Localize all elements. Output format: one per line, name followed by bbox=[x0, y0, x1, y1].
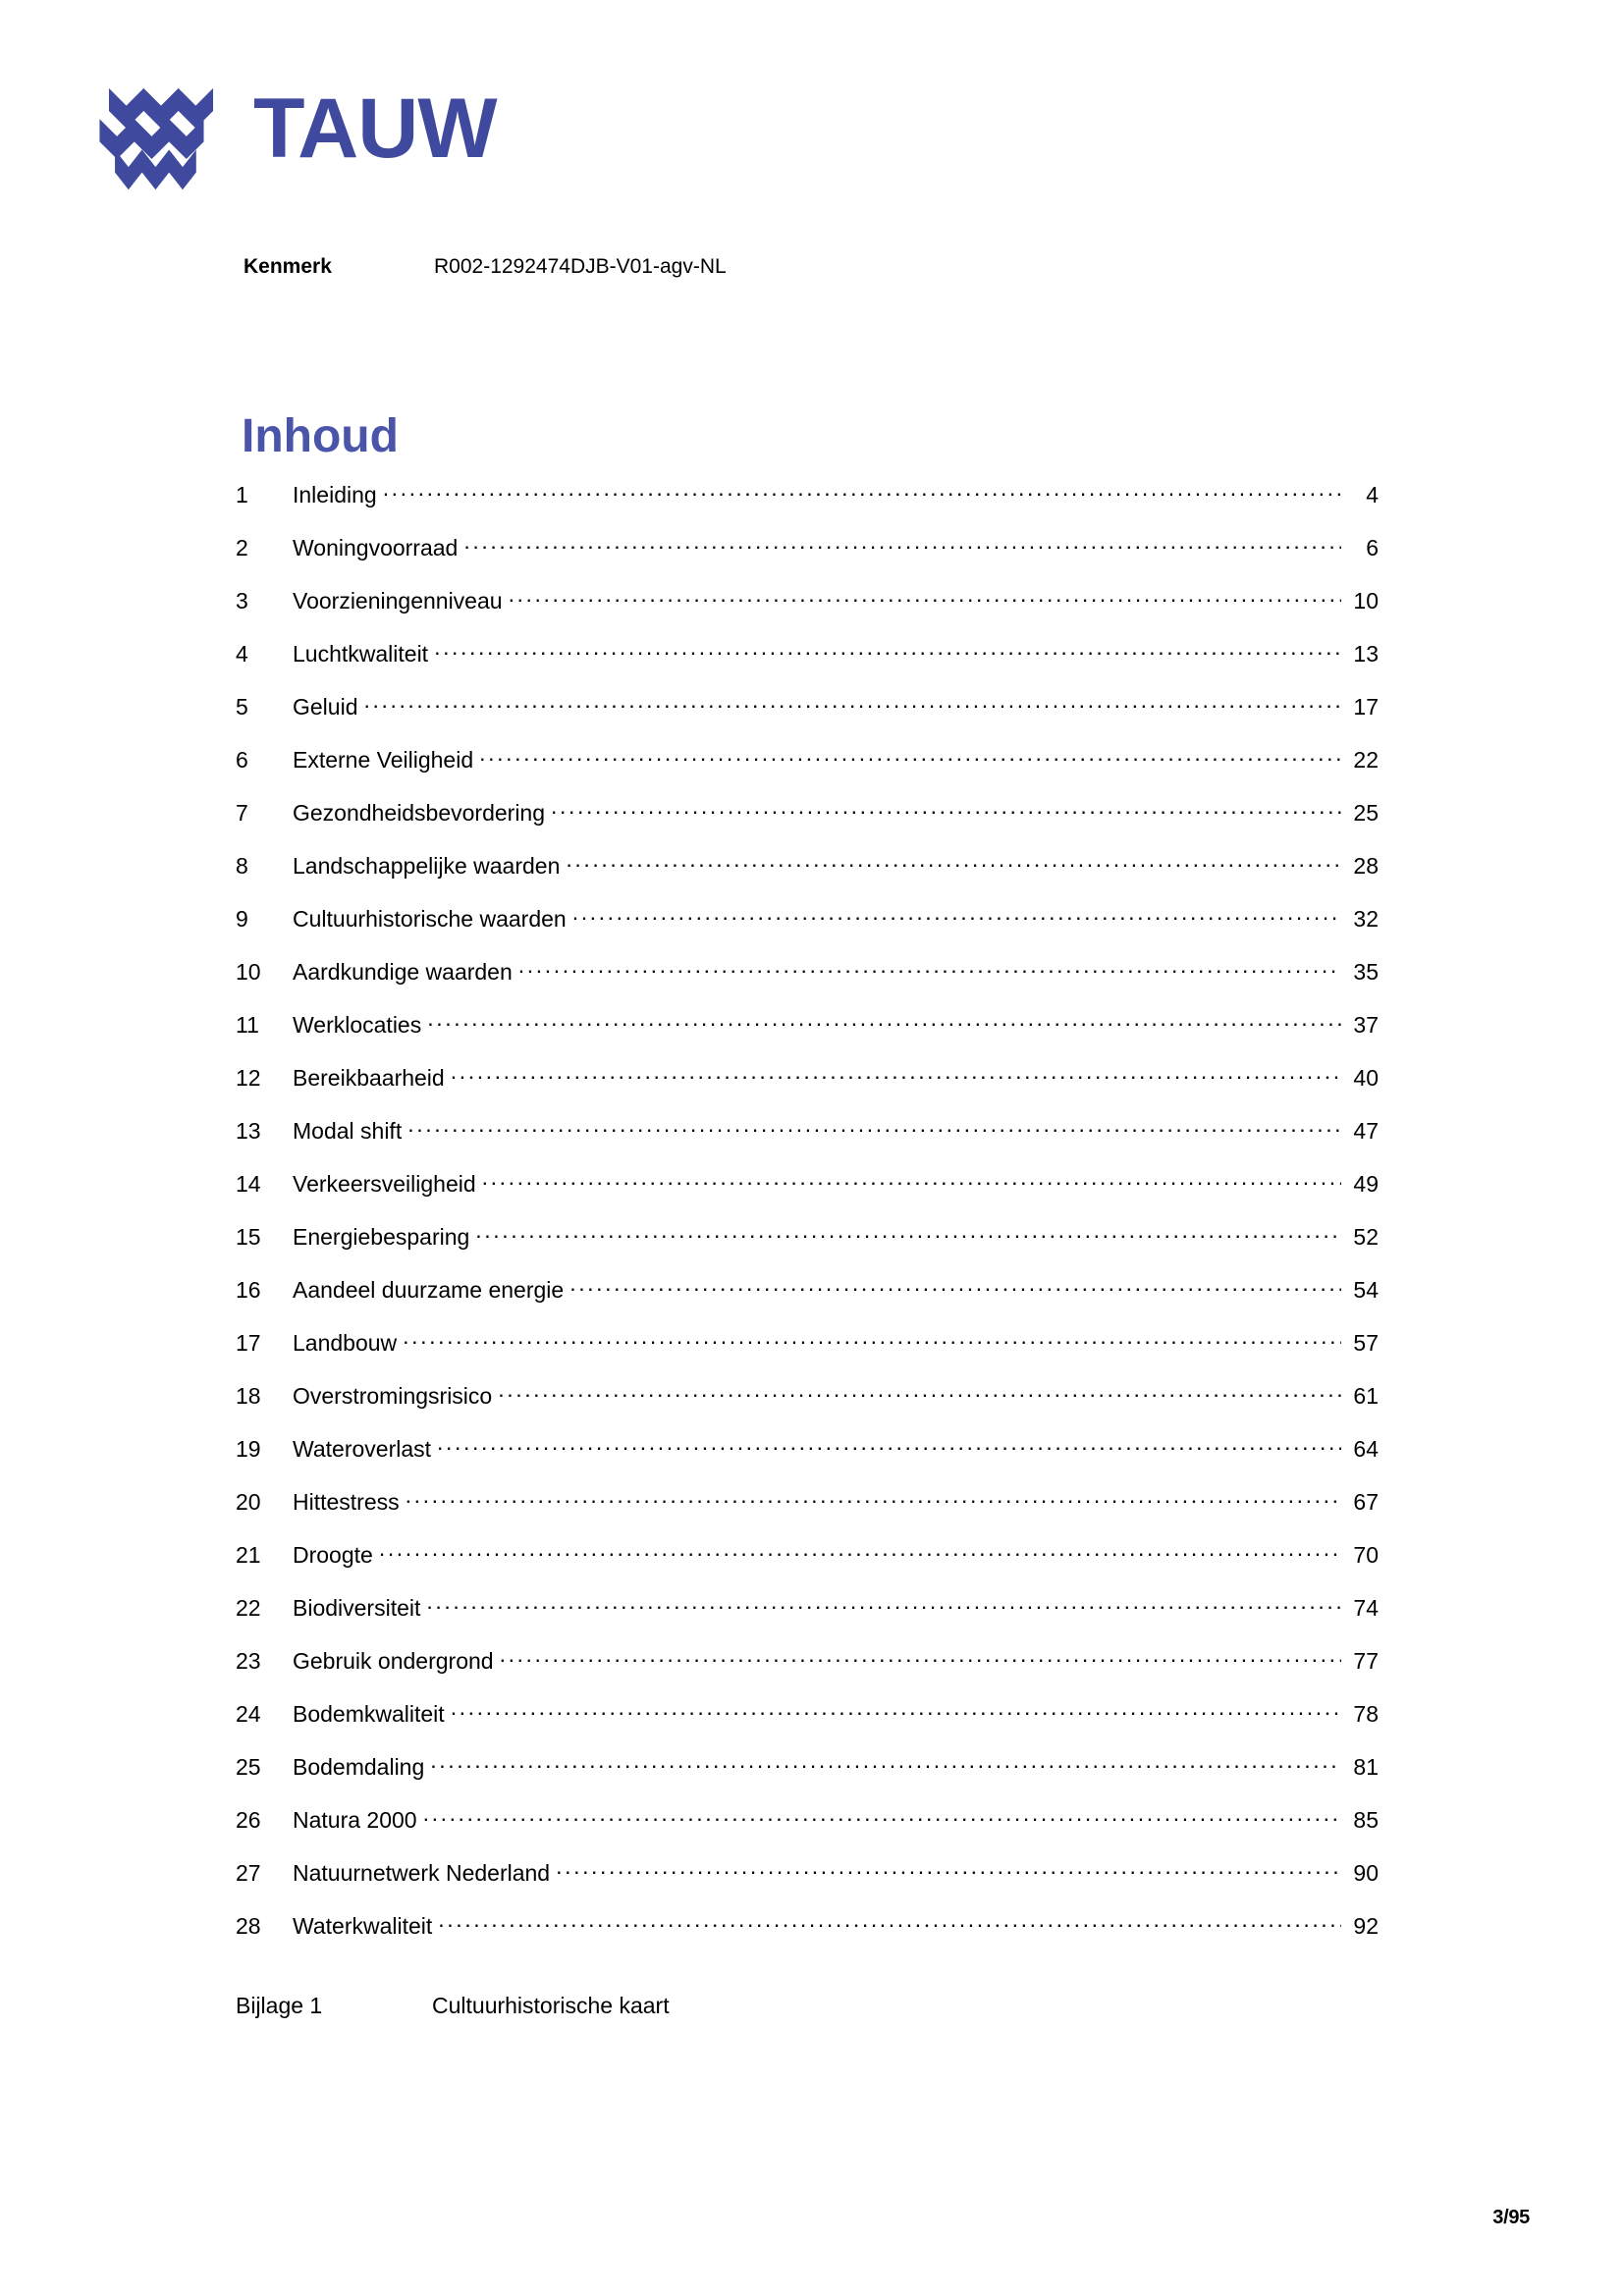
toc-entry[interactable] bbox=[236, 1010, 1379, 1063]
toc-leader-dots bbox=[383, 480, 1341, 503]
toc-entry-label: Verkeersveiligheid bbox=[293, 1171, 476, 1197]
toc-leader-dots bbox=[451, 1699, 1341, 1722]
appendix-title: Cultuurhistorische kaart bbox=[432, 1993, 670, 2018]
toc-leader-dots bbox=[379, 1540, 1341, 1563]
toc-leader-dots bbox=[498, 1381, 1341, 1404]
toc-leader-dots bbox=[434, 639, 1341, 662]
toc-entry-number: 2 bbox=[236, 535, 248, 561]
toc-entry[interactable] bbox=[236, 798, 1379, 851]
toc-entry[interactable] bbox=[236, 639, 1379, 692]
toc-entry[interactable] bbox=[236, 851, 1379, 904]
table-of-contents bbox=[236, 480, 1379, 1964]
toc-entry-number: 1 bbox=[236, 482, 248, 507]
toc-entry-number: 27 bbox=[236, 1860, 261, 1886]
kenmerk-value: R002-1292474DJB-V01-agv-NL bbox=[434, 255, 727, 278]
toc-entry-label: Gezondheidsbevordering bbox=[293, 800, 546, 826]
toc-entry[interactable] bbox=[236, 1699, 1379, 1752]
toc-entry-label: Natura 2000 bbox=[293, 1807, 417, 1833]
toc-entry-number: 5 bbox=[236, 694, 248, 720]
toc-leader-dots bbox=[403, 1328, 1341, 1351]
toc-entry[interactable] bbox=[236, 1646, 1379, 1699]
toc-entry-number: 25 bbox=[236, 1754, 261, 1780]
toc-entry-number: 12 bbox=[236, 1065, 261, 1091]
toc-entry-page: 78 bbox=[1353, 1701, 1379, 1727]
toc-entry-label: Bodemdaling bbox=[293, 1754, 425, 1780]
toc-leader-dots bbox=[475, 1222, 1341, 1245]
toc-entry-page: 81 bbox=[1353, 1754, 1379, 1780]
toc-leader-dots bbox=[437, 1434, 1341, 1457]
toc-leader-dots bbox=[426, 1593, 1341, 1616]
toc-entry-page: 13 bbox=[1353, 641, 1379, 667]
toc-entry-number: 9 bbox=[236, 906, 248, 932]
toc-entry-label: Externe Veiligheid bbox=[293, 747, 474, 773]
toc-entry[interactable] bbox=[236, 957, 1379, 1010]
toc-entry-label: Energiebesparing bbox=[293, 1224, 470, 1250]
toc-entry-page: 6 bbox=[1366, 535, 1379, 561]
toc-leader-dots bbox=[509, 586, 1341, 609]
brand-logo bbox=[94, 59, 497, 192]
toc-entry-page: 47 bbox=[1353, 1118, 1379, 1144]
toc-entry-page: 25 bbox=[1353, 800, 1379, 826]
toc-entry[interactable] bbox=[236, 533, 1379, 586]
toc-entry-label: Landschappelijke waarden bbox=[293, 853, 561, 879]
kenmerk-label: Kenmerk bbox=[244, 255, 332, 278]
toc-entry-label: Bodemkwaliteit bbox=[293, 1701, 445, 1727]
toc-entry[interactable] bbox=[236, 1169, 1379, 1222]
toc-entry-label: Geluid bbox=[293, 694, 358, 720]
toc-entry[interactable] bbox=[236, 1593, 1379, 1646]
toc-leader-dots bbox=[427, 1010, 1341, 1033]
toc-entry[interactable] bbox=[236, 692, 1379, 745]
toc-entry[interactable] bbox=[236, 1434, 1379, 1487]
toc-entry-page: 37 bbox=[1353, 1012, 1379, 1038]
toc-entry-label: Landbouw bbox=[293, 1330, 398, 1356]
toc-entry[interactable] bbox=[236, 480, 1379, 533]
toc-entry-number: 10 bbox=[236, 959, 261, 985]
toc-entry[interactable] bbox=[236, 904, 1379, 957]
toc-leader-dots bbox=[551, 798, 1341, 821]
toc-entry[interactable] bbox=[236, 1805, 1379, 1858]
toc-entry-page: 49 bbox=[1353, 1171, 1379, 1197]
toc-entry-page: 28 bbox=[1353, 853, 1379, 879]
toc-entry-label: Hittestress bbox=[293, 1489, 400, 1515]
toc-entry-number: 14 bbox=[236, 1171, 261, 1197]
toc-entry-number: 16 bbox=[236, 1277, 261, 1303]
toc-entry-number: 24 bbox=[236, 1701, 261, 1727]
toc-entry-page: 40 bbox=[1353, 1065, 1379, 1091]
toc-entry-number: 8 bbox=[236, 853, 248, 879]
toc-entry-label: Gebruik ondergrond bbox=[293, 1648, 494, 1674]
page-title: Inhoud bbox=[242, 410, 399, 463]
toc-entry-label: Aandeel duurzame energie bbox=[293, 1277, 565, 1303]
toc-entry-number: 20 bbox=[236, 1489, 261, 1515]
toc-entry[interactable] bbox=[236, 1275, 1379, 1328]
toc-leader-dots bbox=[482, 1169, 1341, 1192]
footer-page-number: 3/95 bbox=[1492, 2207, 1530, 2228]
toc-entry-page: 54 bbox=[1353, 1277, 1379, 1303]
toc-entry[interactable] bbox=[236, 1540, 1379, 1593]
toc-entry-number: 18 bbox=[236, 1383, 261, 1409]
toc-entry[interactable] bbox=[236, 1063, 1379, 1116]
toc-entry-number: 3 bbox=[236, 588, 248, 614]
toc-entry-label: Droogte bbox=[293, 1542, 373, 1568]
toc-entry-number: 7 bbox=[236, 800, 248, 826]
toc-entry-number: 23 bbox=[236, 1648, 261, 1674]
toc-entry[interactable] bbox=[236, 1911, 1379, 1964]
toc-entry-label: Biodiversiteit bbox=[293, 1595, 421, 1621]
toc-entry[interactable] bbox=[236, 745, 1379, 798]
toc-leader-dots bbox=[423, 1805, 1341, 1828]
toc-entry-number: 28 bbox=[236, 1913, 261, 1939]
toc-entry-page: 4 bbox=[1366, 482, 1379, 507]
toc-entry-number: 4 bbox=[236, 641, 248, 667]
toc-entry-label: Wateroverlast bbox=[293, 1436, 432, 1462]
appendix-label: Bijlage 1 bbox=[236, 1993, 323, 2018]
toc-entry-number: 6 bbox=[236, 747, 248, 773]
toc-leader-dots bbox=[438, 1911, 1341, 1934]
toc-entry-label: Cultuurhistorische waarden bbox=[293, 906, 567, 932]
toc-entry-number: 26 bbox=[236, 1807, 261, 1833]
toc-entry[interactable] bbox=[236, 1858, 1379, 1911]
toc-leader-dots bbox=[479, 745, 1341, 768]
toc-leader-dots bbox=[406, 1487, 1341, 1510]
toc-entry-page: 92 bbox=[1353, 1913, 1379, 1939]
toc-leader-dots bbox=[463, 533, 1341, 556]
toc-entry-label: Modal shift bbox=[293, 1118, 403, 1144]
toc-entry-page: 64 bbox=[1353, 1436, 1379, 1462]
toc-entry-page: 22 bbox=[1353, 747, 1379, 773]
toc-entry-label: Inleiding bbox=[293, 482, 377, 507]
toc-entry-page: 17 bbox=[1353, 694, 1379, 720]
toc-entry-page: 61 bbox=[1353, 1383, 1379, 1409]
toc-entry-number: 19 bbox=[236, 1436, 261, 1462]
toc-entry-number: 17 bbox=[236, 1330, 261, 1356]
brand-wordmark: TAUW bbox=[253, 81, 497, 176]
toc-entry[interactable] bbox=[236, 1487, 1379, 1540]
toc-entry-page: 77 bbox=[1353, 1648, 1379, 1674]
toc-leader-dots bbox=[500, 1646, 1341, 1669]
toc-entry-label: Voorzieningenniveau bbox=[293, 588, 503, 614]
toc-entry[interactable] bbox=[236, 586, 1379, 639]
toc-entry-page: 52 bbox=[1353, 1224, 1379, 1250]
toc-entry-label: Aardkundige waarden bbox=[293, 959, 513, 985]
toc-entry-number: 13 bbox=[236, 1118, 261, 1144]
toc-leader-dots bbox=[363, 692, 1341, 715]
appendix-entry[interactable] bbox=[236, 1993, 670, 2019]
toc-entry[interactable] bbox=[236, 1116, 1379, 1169]
toc-entry-page: 67 bbox=[1353, 1489, 1379, 1515]
toc-entry-page: 10 bbox=[1353, 588, 1379, 614]
toc-leader-dots bbox=[451, 1063, 1341, 1086]
toc-entry-label: Werklocaties bbox=[293, 1012, 422, 1038]
toc-leader-dots bbox=[556, 1858, 1341, 1881]
toc-entry[interactable] bbox=[236, 1381, 1379, 1434]
toc-entry[interactable] bbox=[236, 1222, 1379, 1275]
toc-entry[interactable] bbox=[236, 1328, 1379, 1381]
tauw-chevron-lattice-logo-icon bbox=[94, 59, 228, 192]
toc-entry-label: Waterkwaliteit bbox=[293, 1913, 433, 1939]
toc-leader-dots bbox=[566, 851, 1341, 874]
toc-entry-label: Overstromingsrisico bbox=[293, 1383, 493, 1409]
toc-entry-number: 21 bbox=[236, 1542, 261, 1568]
toc-entry-page: 57 bbox=[1353, 1330, 1379, 1356]
toc-entry-page: 85 bbox=[1353, 1807, 1379, 1833]
toc-entry-number: 15 bbox=[236, 1224, 261, 1250]
toc-entry-page: 70 bbox=[1353, 1542, 1379, 1568]
toc-entry-label: Luchtkwaliteit bbox=[293, 641, 429, 667]
toc-entry-number: 22 bbox=[236, 1595, 261, 1621]
toc-leader-dots bbox=[569, 1275, 1341, 1298]
toc-entry-page: 90 bbox=[1353, 1860, 1379, 1886]
toc-entry-page: 32 bbox=[1353, 906, 1379, 932]
toc-entry-page: 35 bbox=[1353, 959, 1379, 985]
toc-leader-dots bbox=[572, 904, 1341, 927]
toc-leader-dots bbox=[407, 1116, 1341, 1139]
toc-entry-label: Natuurnetwerk Nederland bbox=[293, 1860, 551, 1886]
toc-entry-label: Bereikbaarheid bbox=[293, 1065, 445, 1091]
toc-entry[interactable] bbox=[236, 1752, 1379, 1805]
toc-leader-dots bbox=[430, 1752, 1341, 1775]
kenmerk bbox=[244, 253, 727, 280]
toc-entry-number: 11 bbox=[236, 1012, 259, 1038]
toc-leader-dots bbox=[518, 957, 1341, 980]
toc-entry-label: Woningvoorraad bbox=[293, 535, 459, 561]
toc-entry-page: 74 bbox=[1353, 1595, 1379, 1621]
